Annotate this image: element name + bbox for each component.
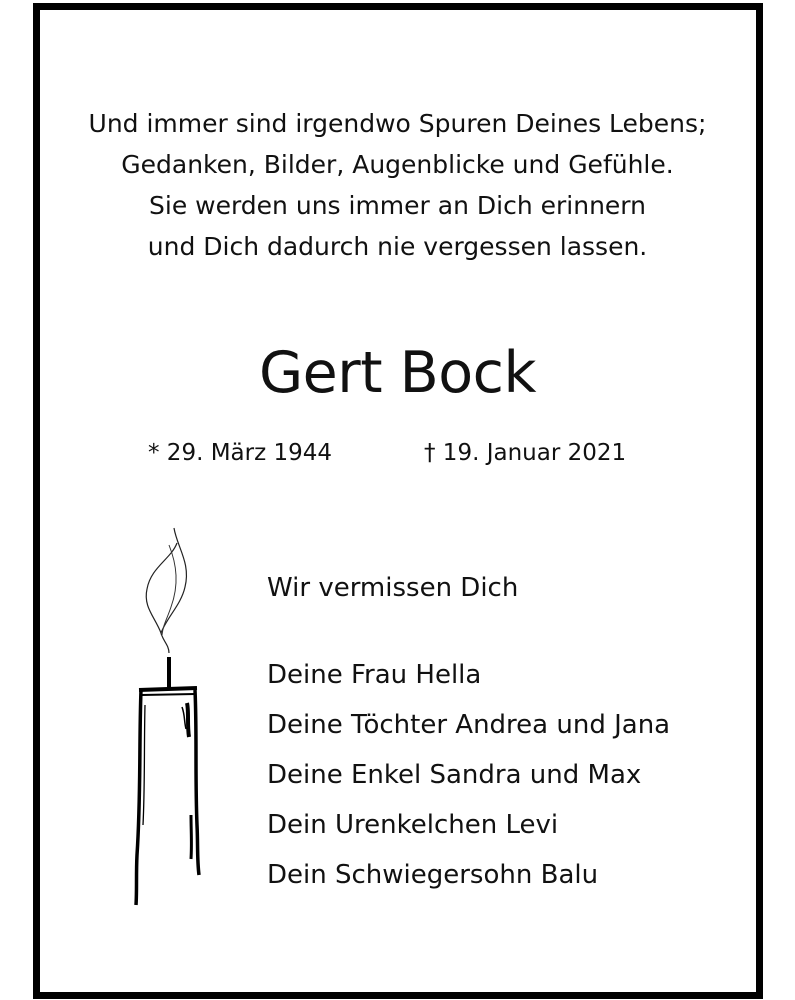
death-date: † 19. Januar 2021 [424,440,627,466]
poem-line: Sie werden uns immer an Dich erinnern [149,191,646,220]
family-member: Deine Töchter Andrea und Jana [267,710,671,740]
poem-line: Und immer sind irgendwo Spuren Deines Lebens; [88,109,707,138]
family-member: Dein Urenkelchen Levi [267,810,559,840]
signoff-text: Wir vermissen Dich [267,573,519,603]
candle-icon [125,525,215,910]
deceased-name: Gert Bock [259,340,536,406]
family-member: Deine Frau Hella [267,660,482,690]
family-member: Deine Enkel Sandra und Max [267,760,642,790]
poem [0,103,795,267]
family-list [267,650,670,900]
birth-date: * 29. März 1944 [148,440,333,466]
poem-line: Gedanken, Bilder, Augenblicke und Gefühle. [121,150,674,179]
poem-line: und Dich dadurch nie vergessen lassen. [147,232,648,261]
family-member: Dein Schwiegersohn Balu [267,860,599,890]
